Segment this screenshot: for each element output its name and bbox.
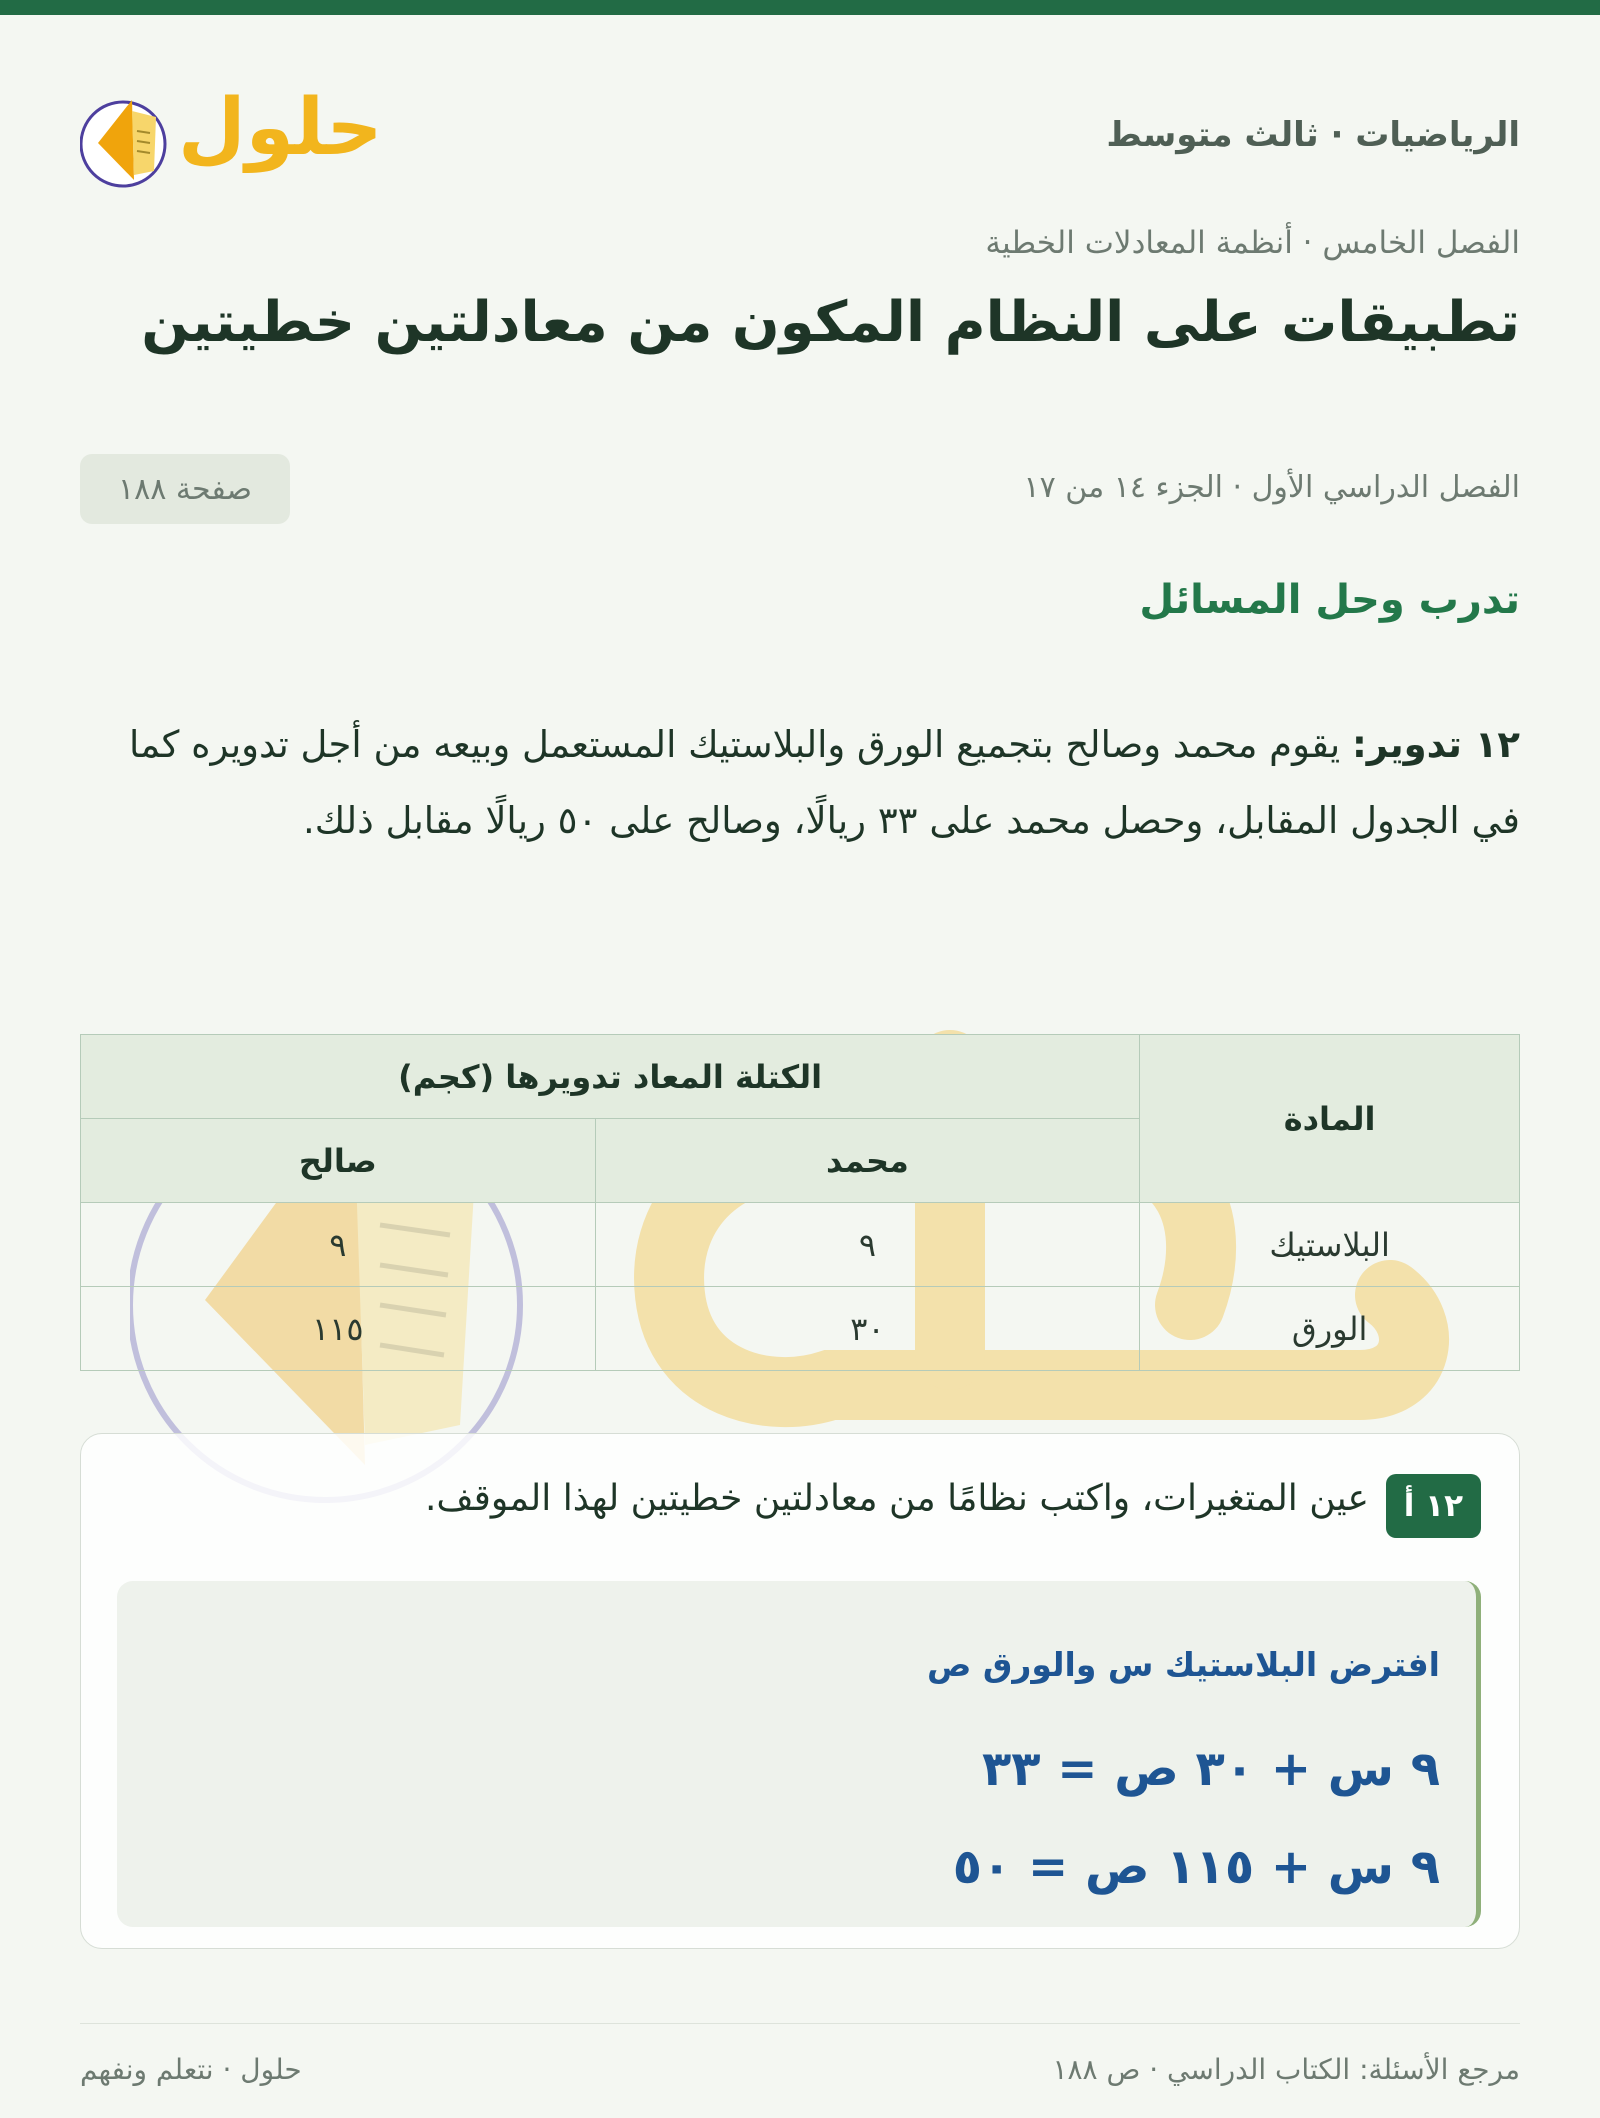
equation-1: ٩ س + ٣٠ ص = ٣٣ xyxy=(982,1741,1440,1797)
header-saleh: صالح xyxy=(81,1119,596,1203)
logo[interactable] xyxy=(80,75,383,195)
question-card xyxy=(80,1433,1520,1949)
cell-material: الورق xyxy=(1140,1287,1520,1371)
answer-box xyxy=(117,1581,1481,1927)
table-row xyxy=(81,1203,1520,1287)
problem-statement xyxy=(80,707,1520,859)
header-mohammed: محمد xyxy=(595,1119,1140,1203)
section-title: تدرب وحل المسائل xyxy=(1139,577,1520,623)
cell-saleh: ٩ xyxy=(81,1203,596,1287)
logo-text: حلول xyxy=(178,83,383,173)
equation-2: ٩ س + ١١٥ ص = ٥٠ xyxy=(952,1839,1440,1895)
problem-label: ١٢ تدوير: xyxy=(1351,723,1520,766)
problem-text: يقوم محمد وصالح بتجميع الورق والبلاستيك المستعمل وبيعه من أجل تدويره كما في الجدول المقابل، وحصل محمد على ٣٣ ريالًا، وصالح على ٥٠ ريالًا مقابل ذلك. xyxy=(129,723,1520,842)
assumption-text: افترض البلاستيك س والورق ص xyxy=(927,1645,1440,1684)
page-number-badge: صفحة ١٨٨ xyxy=(80,454,290,524)
header xyxy=(80,75,1520,195)
cell-mohammed: ٣٠ xyxy=(595,1287,1140,1371)
header-material: المادة xyxy=(1140,1035,1520,1203)
cell-saleh: ١١٥ xyxy=(81,1287,596,1371)
table-row xyxy=(81,1287,1520,1371)
recycling-table xyxy=(80,1034,1520,1371)
page-title: تطبيقات على النظام المكون من معادلتين خطيتين xyxy=(141,290,1520,355)
page xyxy=(80,15,1520,2118)
question-text: عين المتغيرات، واكتب نظامًا من معادلتين خطيتين لهذا الموقف. xyxy=(424,1478,1369,1519)
term-meta: الفصل الدراسي الأول · الجزء ١٤ من ١٧ xyxy=(1023,470,1520,505)
subject-label: الرياضيات · ثالث متوسط xyxy=(1106,115,1520,155)
cell-material: البلاستيك xyxy=(1140,1203,1520,1287)
header-mass: الكتلة المعاد تدويرها (كجم) xyxy=(81,1035,1140,1119)
top-accent-bar xyxy=(0,0,1600,15)
footer-divider xyxy=(80,2023,1520,2024)
footer-brand: حلول · نتعلم ونفهم xyxy=(80,2053,302,2086)
breadcrumb: الفصل الخامس · أنظمة المعادلات الخطية xyxy=(985,225,1520,261)
footer-reference: مرجع الأسئلة: الكتاب الدراسي · ص ١٨٨ xyxy=(1052,2053,1520,2086)
question-number-badge: ١٢ أ xyxy=(1386,1474,1481,1538)
cell-mohammed: ٩ xyxy=(595,1203,1140,1287)
